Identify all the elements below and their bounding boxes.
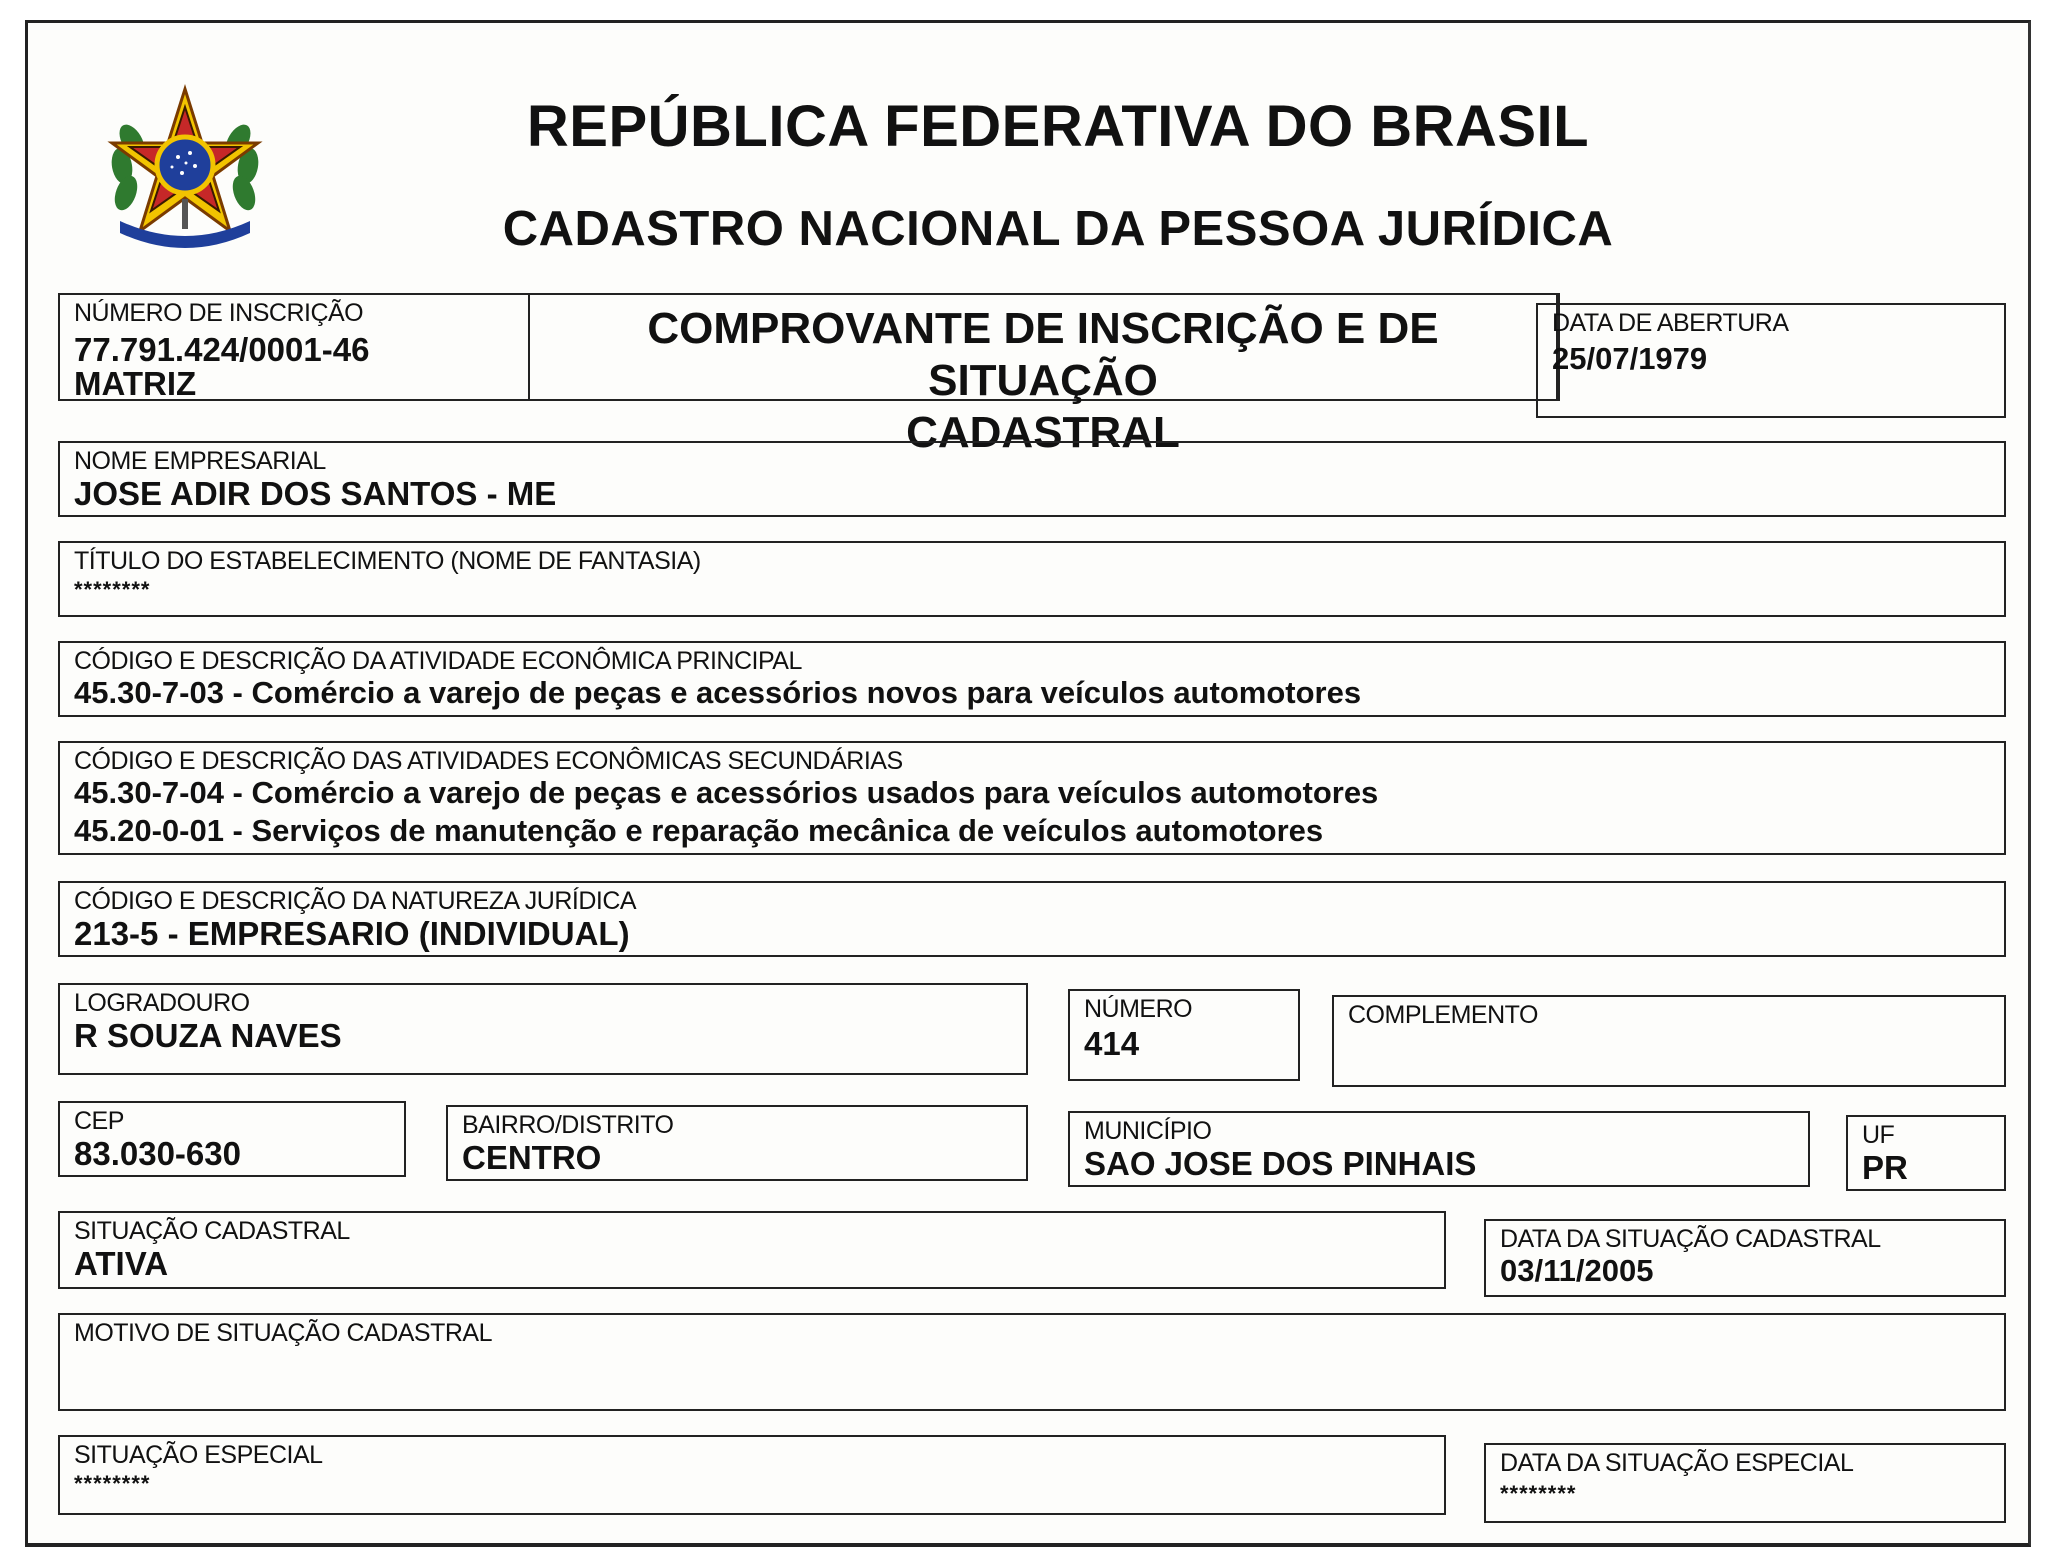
data-situacao-cadastral-box — [1484, 1219, 2006, 1297]
atividade-principal-label: CÓDIGO E DESCRIÇÃO DA ATIVIDADE ECONÔMICA PRINCIPAL — [74, 647, 802, 675]
bairro-value: CENTRO — [462, 1139, 602, 1176]
header-subtitle: CADASTRO NACIONAL DA PESSOA JURÍDICA — [502, 202, 1614, 256]
numero-box — [1068, 989, 1300, 1081]
bairro-box — [446, 1105, 1028, 1181]
titulo-estabelecimento-value: ******** — [74, 577, 151, 602]
motivo-situacao-box — [58, 1313, 2006, 1411]
data-situacao-especial-value: ******** — [1500, 1481, 1577, 1506]
logradouro-box — [58, 983, 1028, 1075]
atividades-secundarias-box — [58, 741, 2006, 855]
data-situacao-especial-label: DATA DA SITUAÇÃO ESPECIAL — [1500, 1449, 1854, 1477]
comprovante-line2: CADASTRAL — [906, 408, 1180, 457]
cep-label: CEP — [74, 1107, 124, 1135]
inscricao-numero: 77.791.424/0001-46 — [74, 331, 370, 368]
logradouro-label: LOGRADOURO — [74, 989, 250, 1017]
titulo-estabelecimento-label: TÍTULO DO ESTABELECIMENTO (NOME DE FANTASIA) — [74, 547, 701, 575]
comprovante-line1: COMPROVANTE DE INSCRIÇÃO E DE SITUAÇÃO — [647, 304, 1439, 405]
situacao-cadastral-box — [58, 1211, 1446, 1289]
motivo-situacao-label: MOTIVO DE SITUAÇÃO CADASTRAL — [74, 1319, 493, 1347]
situacao-cadastral-value: ATIVA — [74, 1245, 169, 1282]
data-situacao-cadastral-label: DATA DA SITUAÇÃO CADASTRAL — [1500, 1225, 1881, 1253]
uf-value: PR — [1862, 1149, 1908, 1186]
situacao-especial-label: SITUAÇÃO ESPECIAL — [74, 1441, 323, 1469]
atividade-secundaria-2: 45.20-0-01 - Serviços de manutenção e reparação mecânica de veículos automotores — [74, 813, 1324, 848]
comprovante-title — [528, 303, 1558, 459]
data-situacao-cadastral-value: 03/11/2005 — [1500, 1253, 1654, 1288]
uf-label: UF — [1862, 1121, 1895, 1149]
municipio-label: MUNICÍPIO — [1084, 1117, 1212, 1145]
bairro-label: BAIRRO/DISTRITO — [462, 1111, 674, 1139]
header-title: REPÚBLICA FEDERATIVA DO BRASIL — [526, 94, 1590, 159]
titulo-estabelecimento-box — [58, 541, 2006, 617]
natureza-juridica-box — [58, 881, 2006, 957]
situacao-especial-box — [58, 1435, 1446, 1515]
brazil-coat-of-arms-icon — [100, 81, 270, 251]
inscricao-tipo: MATRIZ — [74, 365, 197, 402]
complemento-box — [1332, 995, 2006, 1087]
municipio-value: SAO JOSE DOS PINHAIS — [1084, 1145, 1477, 1182]
nome-empresarial-label: NOME EMPRESARIAL — [74, 447, 326, 475]
inscricao-cell — [58, 293, 530, 401]
abertura-cell — [1536, 303, 2006, 418]
abertura-value: 25/07/1979 — [1552, 341, 1708, 376]
cnpj-document — [25, 20, 2031, 1547]
numero-label: NÚMERO — [1084, 995, 1193, 1023]
data-situacao-especial-box — [1484, 1443, 2006, 1523]
numero-value: 414 — [1084, 1025, 1140, 1062]
natureza-juridica-label: CÓDIGO E DESCRIÇÃO DA NATUREZA JURÍDICA — [74, 887, 637, 915]
atividade-principal-value: 45.30-7-03 - Comércio a varejo de peças e acessórios novos para veículos automotores — [74, 675, 1362, 710]
complemento-label: COMPLEMENTO — [1348, 1001, 1538, 1029]
municipio-box — [1068, 1111, 1810, 1187]
situacao-especial-value: ******** — [74, 1471, 151, 1496]
inscricao-label: NÚMERO DE INSCRIÇÃO — [74, 299, 364, 327]
atividade-secundaria-1: 45.30-7-04 - Comércio a varejo de peças e acessórios usados para veículos automotores — [74, 775, 1379, 810]
nome-empresarial-box — [58, 441, 2006, 517]
natureza-juridica-value: 213-5 - EMPRESARIO (INDIVIDUAL) — [74, 915, 630, 952]
logradouro-value: R SOUZA NAVES — [74, 1017, 342, 1054]
nome-empresarial-value: JOSE ADIR DOS SANTOS - ME — [74, 475, 557, 512]
situacao-cadastral-label: SITUAÇÃO CADASTRAL — [74, 1217, 350, 1245]
cep-value: 83.030-630 — [74, 1135, 241, 1172]
uf-box — [1846, 1115, 2006, 1191]
atividade-principal-box — [58, 641, 2006, 717]
cep-box — [58, 1101, 406, 1177]
atividades-secundarias-label: CÓDIGO E DESCRIÇÃO DAS ATIVIDADES ECONÔMICAS SECUNDÁRIAS — [74, 747, 903, 775]
comprovante-cell — [528, 293, 1560, 457]
abertura-label: DATA DE ABERTURA — [1552, 309, 1789, 337]
